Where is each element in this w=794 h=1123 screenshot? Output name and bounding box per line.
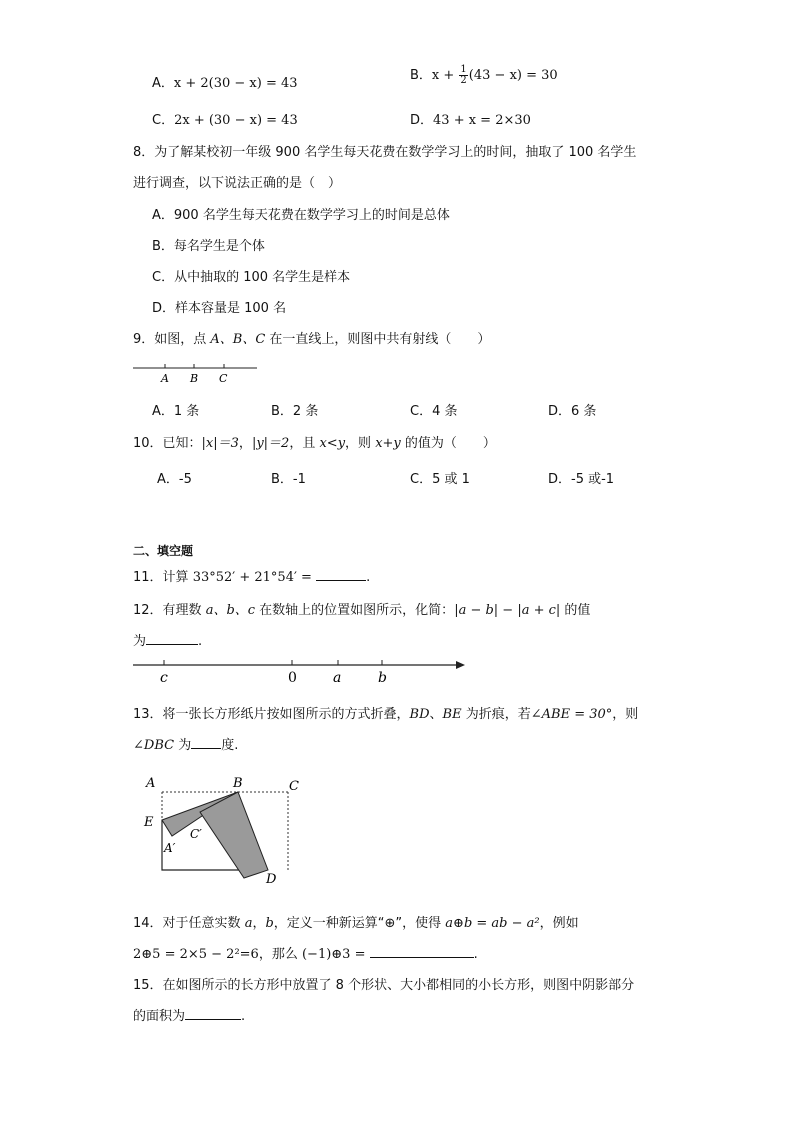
axis-arrow: [456, 661, 465, 669]
section-heading: 二、填空题: [133, 544, 194, 558]
q11-stem: 11．计算 33°52′ + 21°54′ = .: [133, 570, 371, 585]
q8-option-b: B．每名学生是个体: [152, 239, 265, 254]
label-b: b: [378, 670, 387, 686]
q15-stem-line2: 的面积为 .: [133, 1009, 246, 1024]
label-d: D: [266, 872, 277, 887]
q9-line-figure: [130, 358, 260, 388]
q8-option-c: C．从中抽取的 100 名学生是样本: [152, 270, 351, 285]
q13-stem: 13．将一张长方形纸片按如图所示的方式折叠，BD、BE 为折痕，若∠ABE = 30°，则: [133, 707, 639, 722]
q9-option-b: B．2 条: [271, 404, 319, 419]
q9-option-c: C．4 条: [410, 404, 458, 419]
label-c: c: [160, 670, 168, 686]
q10-option-b: B．-1: [271, 472, 306, 487]
q10-option-a: A．-5: [157, 472, 192, 487]
label-b: B: [190, 372, 199, 385]
q13-stem-line2: ∠DBC 为 度.: [133, 738, 239, 753]
q14-stem: 14．对于任意实数 a，b，定义一种新运算“⊕”，使得 a⊕b = ab − a²，例如: [133, 916, 579, 931]
q9-stem: 9．如图，点 A、B、C 在一直线上，则图中共有射线（ ）: [133, 332, 491, 347]
q10-option-d: D．-5 或-1: [548, 472, 615, 487]
q15-stem-line1: 15．在如图所示的长方形中放置了 8 个形状、大小都相同的小长方形，则图中阴影部分: [133, 978, 635, 993]
q10-stem: 10．已知：|x|＝3，|y|＝2，且 x<y，则 x+y 的值为（ ）: [133, 436, 496, 451]
label-a: A: [146, 776, 156, 791]
q8-stem-line2: 进行调查，以下说法正确的是（ ）: [133, 176, 342, 191]
q7-option-a: A．x + 2(30 − x) = 43: [152, 76, 298, 91]
q8-stem-line1: 8．为了解某校初一年级 900 名学生每天花费在数学学习上的时间，抽取了 100 名学生: [133, 145, 637, 160]
label-a: A: [161, 372, 169, 385]
q10-option-c: C．5 或 1: [410, 472, 470, 487]
label-a-prime: A′: [164, 841, 176, 855]
q13-fold-figure: [140, 770, 310, 892]
q7-option-c: C．2x + (30 − x) = 43: [152, 113, 298, 128]
label-c: C: [289, 779, 299, 794]
label-c-prime: C′: [190, 827, 202, 841]
answer-blank: [191, 736, 221, 749]
q14-stem-line2: 2⊕5 = 2×5 − 2²=6，那么 (−1)⊕3 = .: [133, 947, 478, 962]
label-b: B: [233, 776, 243, 791]
q7-option-b: B．x + $\frac{1}{2}$ (43 − x) = 30: [410, 64, 558, 86]
q9-option-a: A．1 条: [152, 404, 200, 419]
label-c: C: [219, 372, 228, 385]
label-zero: 0: [288, 670, 297, 686]
q8-option-d: D．样本容量是 100 名: [152, 301, 287, 316]
q7-option-d: D．43 + x = 2×30: [410, 113, 531, 128]
q12-number-line: [128, 654, 470, 686]
q12-stem: 12．有理数 a、b、c 在数轴上的位置如图所示，化简：|a − b| − |a + c| 的值: [133, 603, 591, 618]
q12-stem-line2: 为 .: [133, 634, 203, 649]
answer-blank: [185, 1007, 241, 1020]
answer-blank: [146, 632, 198, 645]
answer-blank: [316, 568, 366, 581]
q9-option-d: D．6 条: [548, 404, 597, 419]
fraction: $\frac{1}{2}$: [460, 64, 467, 86]
answer-blank: [370, 945, 474, 958]
label-e: E: [144, 815, 154, 830]
label-a: a: [333, 670, 342, 686]
q8-option-a: A．900 名学生每天花费在数学学习上的时间是总体: [152, 208, 450, 223]
